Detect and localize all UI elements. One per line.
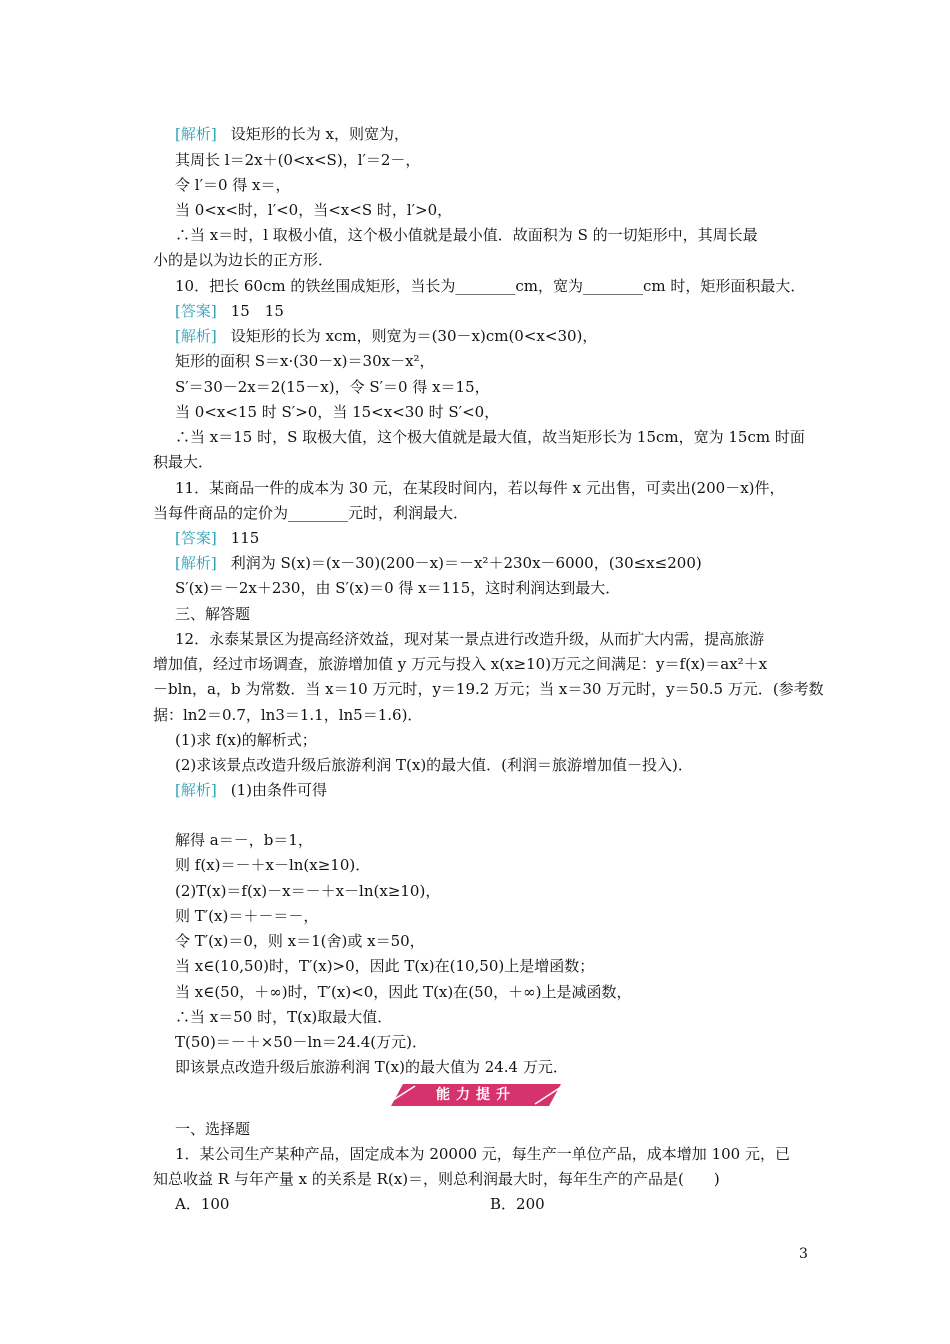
text-line [175, 477, 785, 499]
text-line [175, 174, 291, 196]
line-text: 知总收益 R 与年产量 x 的关系是 R(x)＝，则总利润最大时，每年生产的产品是( ) [153, 1170, 720, 1188]
text-line [175, 829, 313, 851]
text-line [175, 779, 327, 801]
text-line [175, 1118, 250, 1140]
text-line [175, 981, 632, 1003]
text-line [175, 880, 440, 902]
line-text: T(50)＝－＋×50－ln＝24.4(万元)． [175, 1033, 428, 1051]
text-line [175, 199, 452, 221]
option-a: A．100 [175, 1195, 230, 1213]
text-line [153, 249, 333, 271]
text-line [175, 729, 317, 751]
text-line [175, 325, 597, 347]
line-text: 设矩形的长为 xcm，则宽为＝(30－x)cm(0<x<30)， [230, 327, 598, 345]
line-text: (2)求该景点改造升级后旅游利润 T(x)的最大值．(利润＝旅游增加值－投入)． [175, 756, 693, 774]
line-text: 设矩形的长为 x，则宽为， [230, 125, 409, 143]
text-line [175, 854, 370, 876]
option-b: B．200 [490, 1195, 545, 1213]
line-text: 当 0<x<时，l′<0，当<x<S 时，l′>0， [175, 201, 453, 219]
line-text: 1．某公司生产某种产品，固定成本为 20000 元，每生产一单位产品，成本增加 100 元，已 [175, 1145, 790, 1163]
text-line [175, 426, 805, 448]
line-text: 其周长 l＝2x＋(0<x<S)，l′＝2－， [175, 151, 421, 169]
section-banner [385, 1082, 567, 1108]
section-banner-label: 能力提升 [436, 1087, 516, 1103]
text-line [175, 955, 594, 977]
line-text: 当 x∈(10,50)时，T′(x)>0，因此 T(x)在(10,50)上是增函数； [175, 957, 595, 975]
line-text: 令 T′(x)＝0，则 x＝1(舍)或 x＝50， [175, 932, 425, 950]
line-text: 当 x∈(50，＋∞)时，T′(x)<0，因此 T(x)在(50，＋∞)上是减函数， [175, 983, 632, 1001]
line-text: S′＝30－2x＝2(15－x)，令 S′＝0 得 x＝15， [175, 378, 490, 396]
line-text: 解得 a＝－，b＝1， [175, 831, 313, 849]
line-text: 令 l′＝0 得 x＝， [175, 176, 291, 194]
text-line [175, 376, 490, 398]
answer-tag: [答案] [175, 302, 217, 320]
line-text: 增加值，经过市场调查，旅游增加值 y 万元与投入 x(x≥10)万元之间满足：y＝f(x)＝ax²＋x [153, 655, 768, 673]
page-number: 3 [799, 1246, 808, 1262]
line-text: 则 T′(x)＝＋－＝－， [175, 907, 319, 925]
text-line [175, 552, 702, 574]
answer-tag: [解析] [175, 781, 217, 799]
line-text: 矩形的面积 S＝x·(30－x)＝30x－x²， [175, 352, 435, 370]
line-text: 积最大． [153, 453, 214, 471]
text-line [175, 1143, 790, 1165]
line-text: 当每件商品的定价为________元时，利润最大． [153, 504, 469, 522]
text-line [153, 678, 824, 700]
text-line [153, 704, 422, 726]
text-line [153, 502, 468, 524]
answer-tag: [解析] [175, 327, 217, 345]
line-text: 10．把长 60cm 的铁丝围成矩形，当长为________cm，宽为________cm 时，矩形面积最大． [175, 277, 806, 295]
text-line [175, 149, 420, 171]
line-text: (1)由条件可得 [230, 781, 327, 799]
line-text: 小的是以为边长的正方形． [153, 251, 334, 269]
text-line [153, 653, 767, 675]
line-text: 三、解答题 [175, 605, 251, 623]
text-line [175, 930, 425, 952]
text-line [175, 123, 409, 145]
answer-tag: [解析] [175, 125, 217, 143]
line-text: ∴当 x＝50 时，T(x)取最大值． [175, 1008, 393, 1026]
line-text: 12．永泰某景区为提高经济效益，现对某一景点进行改造升级，从而扩大内需，提高旅游 [175, 630, 765, 648]
line-text: 11．某商品一件的成本为 30 元，在某段时间内，若以每件 x 元出售，可卖出(200－x)件， [175, 479, 785, 497]
line-text: 当 0<x<15 时 S′>0，当 15<x<30 时 S′<0， [175, 403, 500, 421]
answer-tag: [解析] [175, 554, 217, 572]
line-text: 据：ln2＝0.7，ln3＝1.1，ln5＝1.6)． [153, 706, 423, 724]
text-line [175, 628, 764, 650]
text-line [175, 275, 805, 297]
text-line [175, 1031, 427, 1053]
line-text: (2)T(x)＝f(x)－x＝－＋x－ln(x≥10)， [175, 882, 441, 900]
text-line [175, 577, 620, 599]
line-text: 即该景点改造升级后旅游利润 T(x)的最大值为 24.4 万元． [175, 1058, 568, 1076]
text-line [175, 1006, 392, 1028]
line-text: 利润为 S(x)＝(x－30)(200－x)＝－x²＋230x－6000，(30≤x≤200) [230, 554, 702, 572]
text-line [175, 350, 435, 372]
text-line [175, 401, 499, 423]
line-text: S′(x)＝－2x＋230，由 S′(x)＝0 得 x＝115，这时利润达到最大． [175, 579, 621, 597]
line-text: 15 15 [230, 302, 284, 320]
line-text: ∴当 x＝15 时，S 取极大值，这个极大值就是最大值，故当矩形长为 15cm，宽为 15cm 时面 [175, 428, 805, 446]
text-line [175, 300, 284, 322]
answer-tag: [答案] [175, 529, 217, 547]
text-line [175, 224, 758, 246]
line-text: 一、选择题 [175, 1120, 251, 1138]
text-line [175, 905, 318, 927]
text-line [175, 754, 693, 776]
line-text: 115 [230, 529, 260, 547]
text-line [175, 527, 259, 549]
text-line [153, 451, 213, 473]
line-text: －bln，a，b 为常数．当 x＝10 万元时，y＝19.2 万元；当 x＝30 万元时，y＝50.5 万元．(参考数 [153, 680, 824, 698]
line-text: (1)求 f(x)的解析式； [175, 731, 317, 749]
text-line [175, 1056, 568, 1078]
line-text: 则 f(x)＝－＋x－ln(x≥10)． [175, 856, 371, 874]
line-text: ∴当 x＝时，l 取极小值，这个极小值就是最小值．故面积为 S 的一切矩形中，其周长最 [175, 226, 758, 244]
text-line [153, 1168, 720, 1190]
text-line [175, 603, 250, 625]
